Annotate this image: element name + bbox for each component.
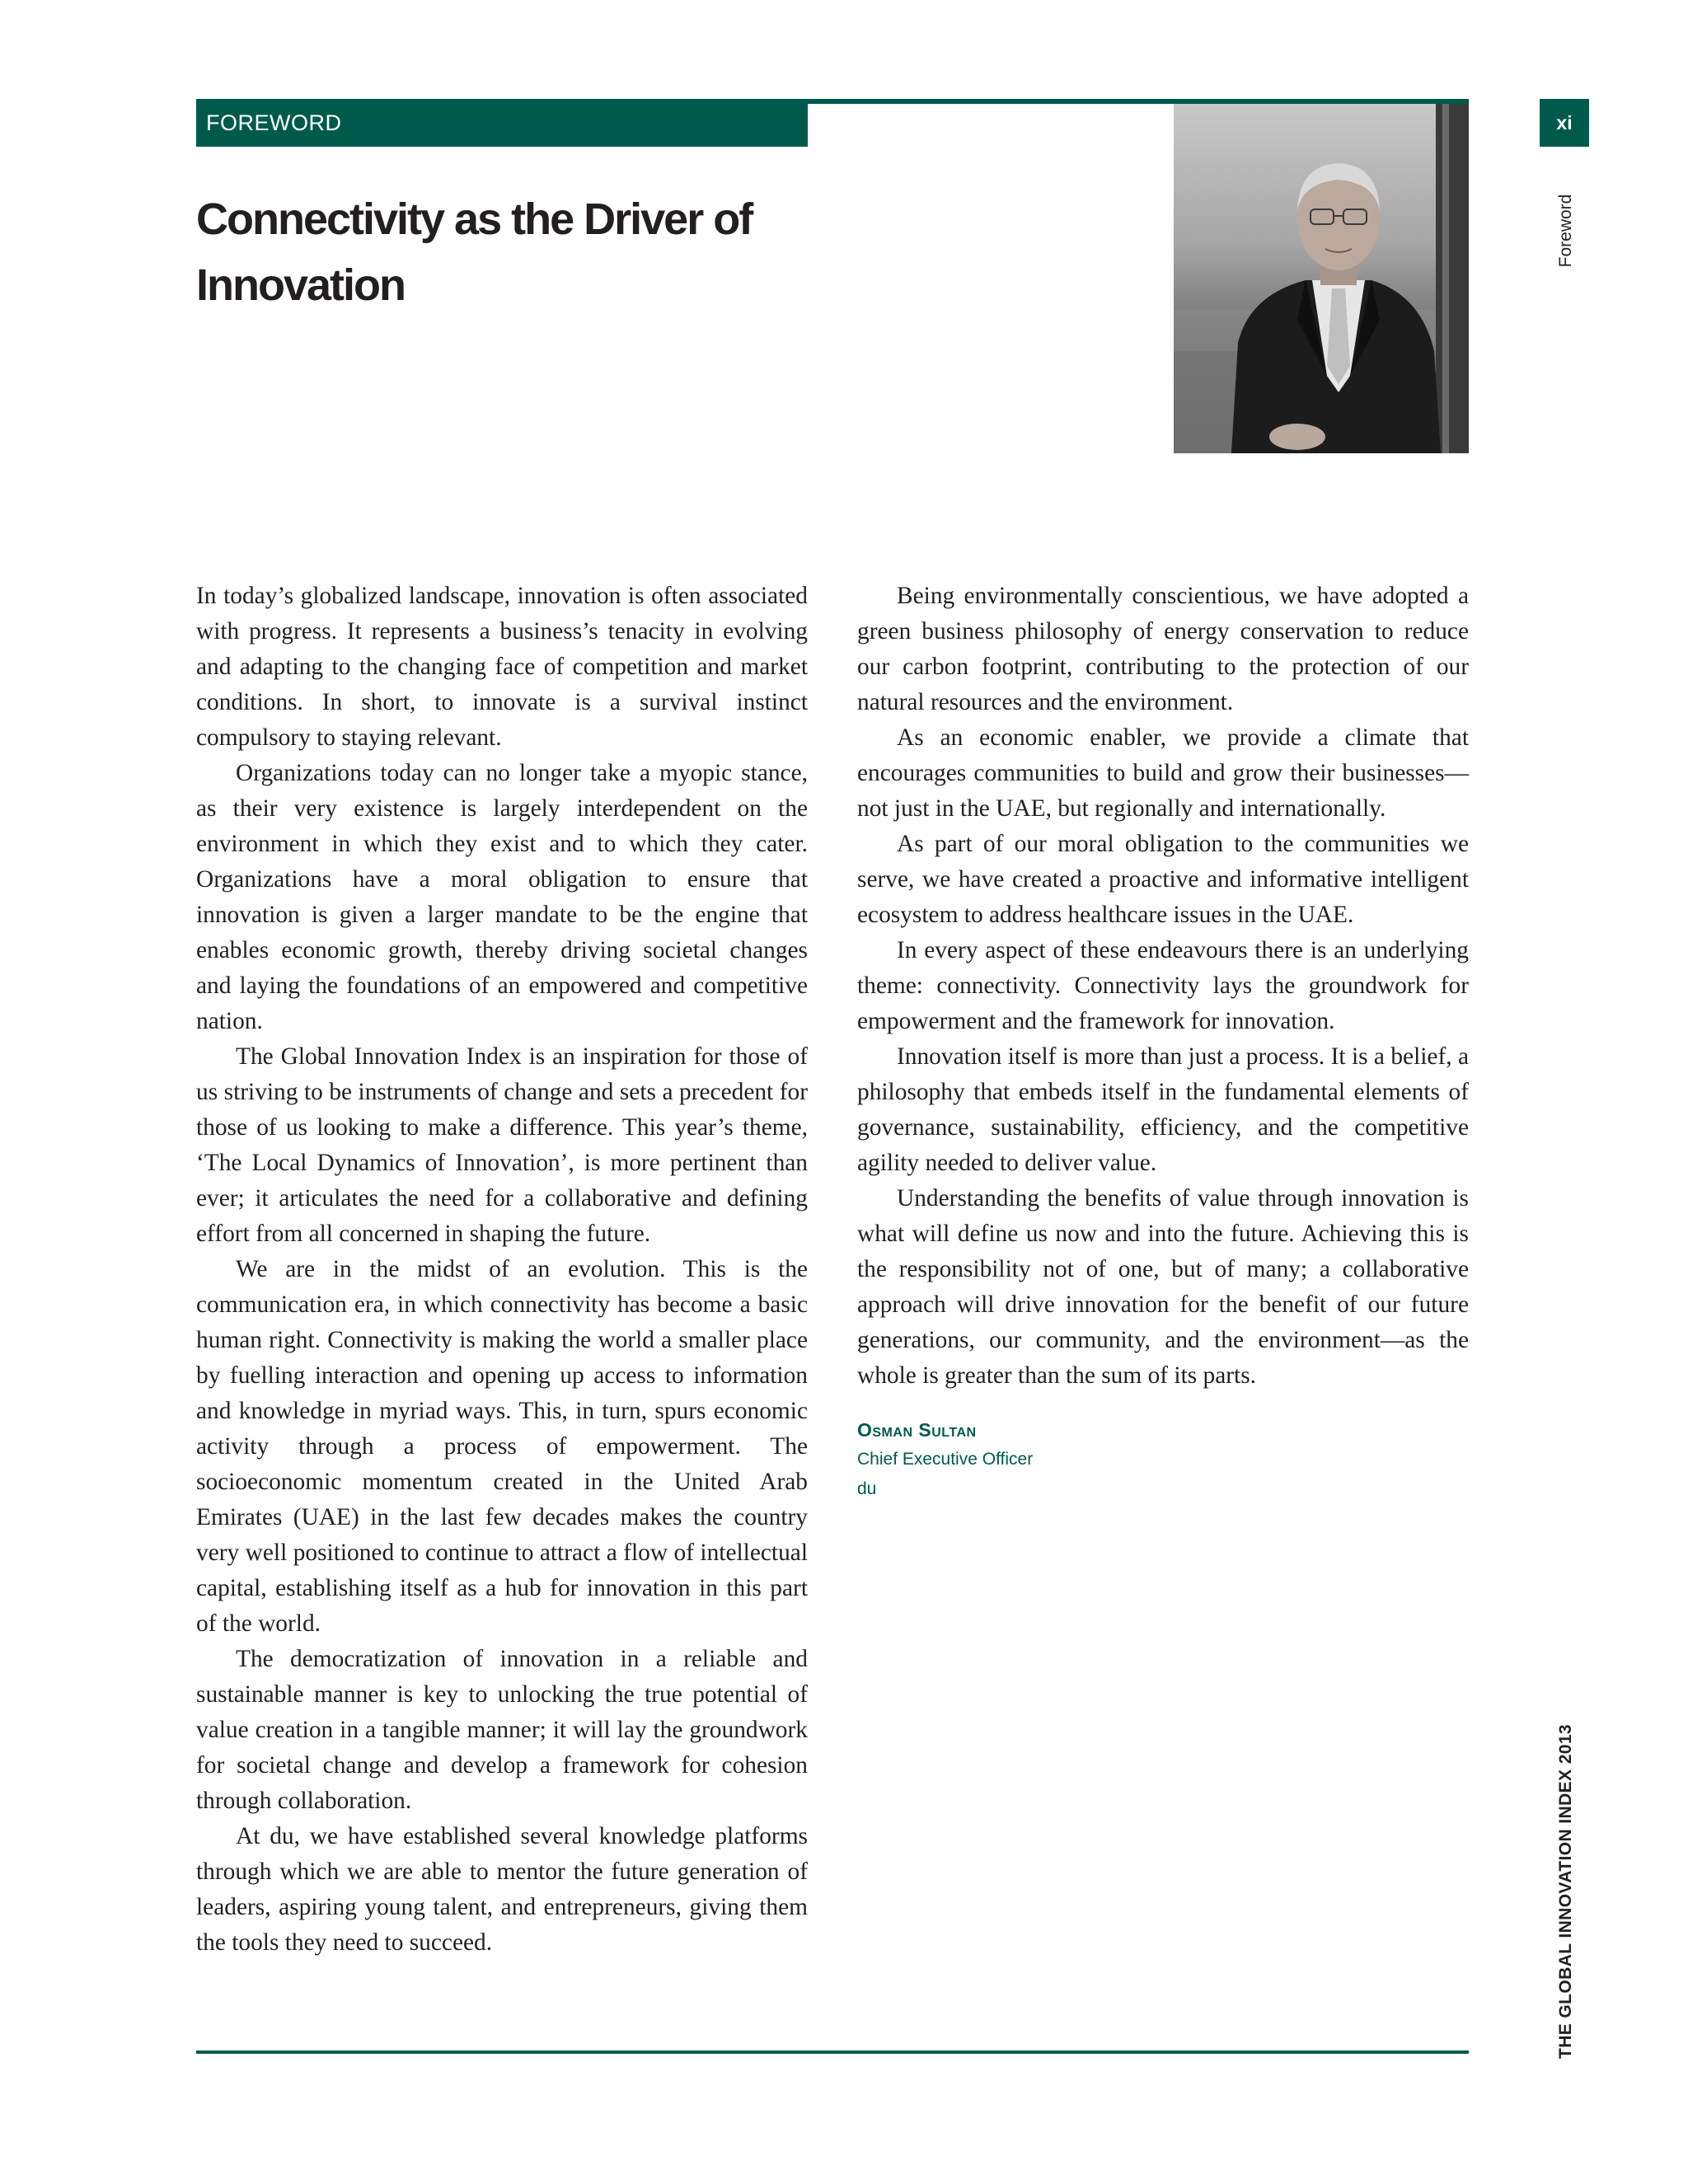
body-column-left <box>196 579 808 1961</box>
author-portrait <box>1174 104 1469 453</box>
section-header-bar <box>196 99 808 147</box>
paragraph: We are in the midst of an evolution. This is the communication era, in which connectivity has become a basic human right. Connectivity is making the world a smaller place by fuelling interaction and opening up access to information and knowledge in myriad ways. This, in turn, spurs economic activity through a process of empowerment. The socioeconomic momentum created in the United Arab Emirates (UAE) in the last few decades makes the country very well positioned to continue to attract a flow of intellectual capital, establishing itself as a hub for innovation in this part of the world. <box>196 1256 808 1637</box>
signatory-role: Chief Executive Officer <box>857 1450 1034 1469</box>
paragraph: Innovation itself is more than just a process. It is a belief, a philosophy that embeds itself in the fundamental elements of governance, sustainability, efficiency, and the competitive agility needed to deliver value. <box>857 1043 1469 1176</box>
paragraph: In today’s globalized landscape, innovation is often associated with progress. It represents a business’s tenacity in evolving and adapting to the changing face of competition and market conditions. In short, to innovate is a survival instinct compulsory to staying relevant. <box>196 583 808 751</box>
paragraph: The democratization of innovation in a reliable and sustainable manner is key to unlocking the true potential of value creation in a tangible manner; it will lay the groundwork for societal change and develop a framework for cohesion through collaboration. <box>196 1646 808 1814</box>
page-number: xi <box>1540 99 1589 147</box>
window-frame-highlight <box>1442 104 1449 453</box>
signature-block <box>857 1415 1469 1504</box>
section-label: FOREWORD <box>206 110 342 135</box>
portrait-illustration <box>1174 104 1469 453</box>
signatory-organization: du <box>857 1479 877 1498</box>
signatory-name: Osman Sultan <box>857 1419 977 1441</box>
side-section-label: Foreword <box>1556 194 1575 268</box>
paragraph: Being environmentally conscientious, we have adopted a green business philosophy of energy conservation to reduce our carbon footprint, contributing to the protection of our natural resources and the environment. <box>857 583 1469 715</box>
paragraph: As an economic enabler, we provide a climate that encourages communities to build and grow their businesses—not just in the UAE, but regionally and internationally. <box>857 724 1469 822</box>
bottom-rule <box>196 2050 1469 2054</box>
paragraph: As part of our moral obligation to the communities we serve, we have created a proactive and informative intelligent ecosystem to address healthcare issues in the UAE. <box>857 831 1469 928</box>
hands <box>1269 424 1325 450</box>
body-column-right <box>857 579 1469 1504</box>
publication-title: THE GLOBAL INNOVATION INDEX 2013 <box>1556 1723 1575 2060</box>
paragraph: Organizations today can no longer take a myopic stance, as their very existence is largely interdependent on the environment in which they exist and to which they cater. Organizations have a moral obligation to ensure that innovation is given a larger mandate to be the engine that enables economic growth, thereby driving societal changes and laying the foundations of an empowered and competitive nation. <box>196 760 808 1034</box>
paragraph: Understanding the benefits of value through innovation is what will define us now and into the future. Achieving this is the responsibility not of one, but of many; a collaborative approach will drive innovation for the benefit of our future generations, our community, and the environment—as the whole is greater than the sum of its parts. <box>857 1185 1469 1389</box>
paragraph: The Global Innovation Index is an inspiration for those of us striving to be instruments of change and sets a precedent for those of us looking to make a difference. This year’s theme, ‘The Local Dynamics of Innovation’, is more pertinent than ever; it articulates the need for a collaborative and defining effort from all concerned in shaping the future. <box>196 1043 808 1247</box>
paragraph: In every aspect of these endeavours there is an underlying theme: connectivity. Connectivity lays the groundwork for empowerment and the framework for innovation. <box>857 937 1469 1034</box>
article-title: Connectivity as the Driver of Innovation <box>196 194 753 310</box>
window-frame <box>1436 104 1469 453</box>
paragraph: At du, we have established several knowledge platforms through which we are able to mentor the future generation of leaders, aspiring young talent, and entrepreneurs, giving them the tools they need to succeed. <box>196 1823 808 1956</box>
